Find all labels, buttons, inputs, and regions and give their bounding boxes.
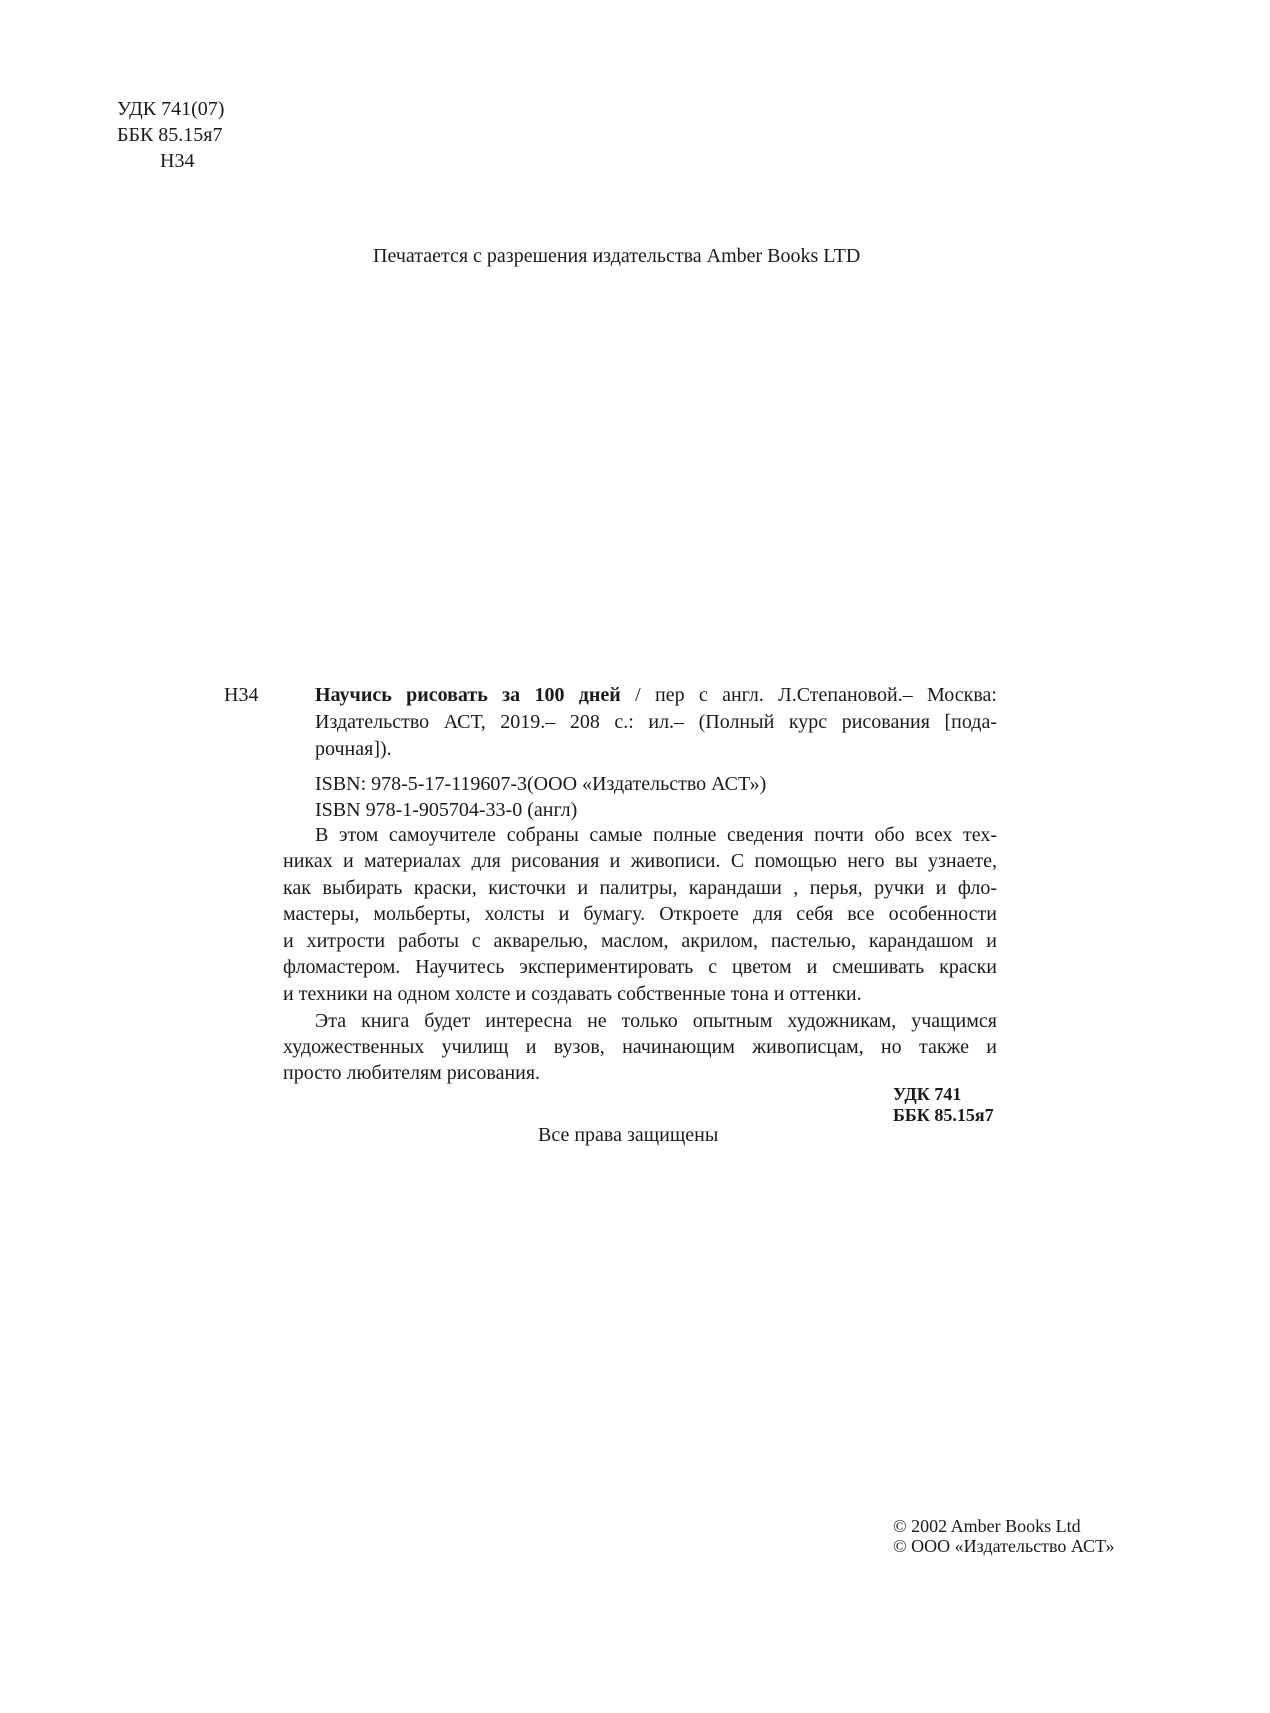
author-sign: Н34 [160,150,195,172]
rights-reserved: Все права защищены [538,1124,719,1146]
isbn-russian: ISBN: 978-5-17-119607-3(ООО «Издательство АСТ») [315,773,767,795]
annotation-line: и хитрости работы с акварелью, маслом, акрилом, пастелью, карандашом и [283,930,997,952]
copyright-amber: © 2002 Amber Books Ltd [893,1516,1081,1536]
annotation-line: мастеры, мольберты, холсты и бумагу. Откроете для себя все особенности [283,903,997,925]
annotation-line: художественных училищ и вузов, начинающим живописцам, но также и [283,1036,997,1058]
bottom-bbk: ББК 85.15я7 [893,1105,994,1125]
isbn-english: ISBN 978-1-905704-33-0 (англ) [315,799,578,821]
record-line-1-rest: / пер с англ. Л.Степановой.– Москва: [620,684,997,706]
annotation-line: В этом самоучителе собраны самые полные сведения почти обо всех тех- [315,824,997,846]
annotation-line: и техники на одном холсте и создавать собственные тона и оттенки. [283,983,862,1005]
record-line-1 [315,682,997,708]
udk-code: УДК 741(07) [117,98,225,120]
bbk-code: ББК 85.15я7 [117,124,223,146]
copyright-ast: © ООО «Издательство АСТ» [893,1536,1115,1556]
permission-notice: Печатается с разрешения издательства Amber Books LTD [373,245,861,267]
record-line-2: Издательство АСТ, 2019.– 208 с.: ил.– (Полный курс рисования [пода- [315,711,997,733]
annotation-line: фломастером. Научитесь экспериментировать с цветом и смешивать краски [283,956,997,978]
annotation-line: просто любителям рисования. [283,1062,541,1084]
book-title: Научись рисовать за 100 дней [315,684,621,706]
annotation-line: Эта книга будет интересна не только опытным художникам, учащимся [315,1010,997,1032]
annotation-line: никах и материалах для рисования и живописи. С помощью него вы узнаете, [283,850,997,872]
record-author-sign: Н34 [224,684,259,706]
bottom-udk: УДК 741 [893,1084,962,1104]
record-line-3: рочная]). [315,738,392,760]
annotation-line: как выбирать краски, кисточки и палитры, карандаши , перья, ручки и фло- [283,877,997,899]
